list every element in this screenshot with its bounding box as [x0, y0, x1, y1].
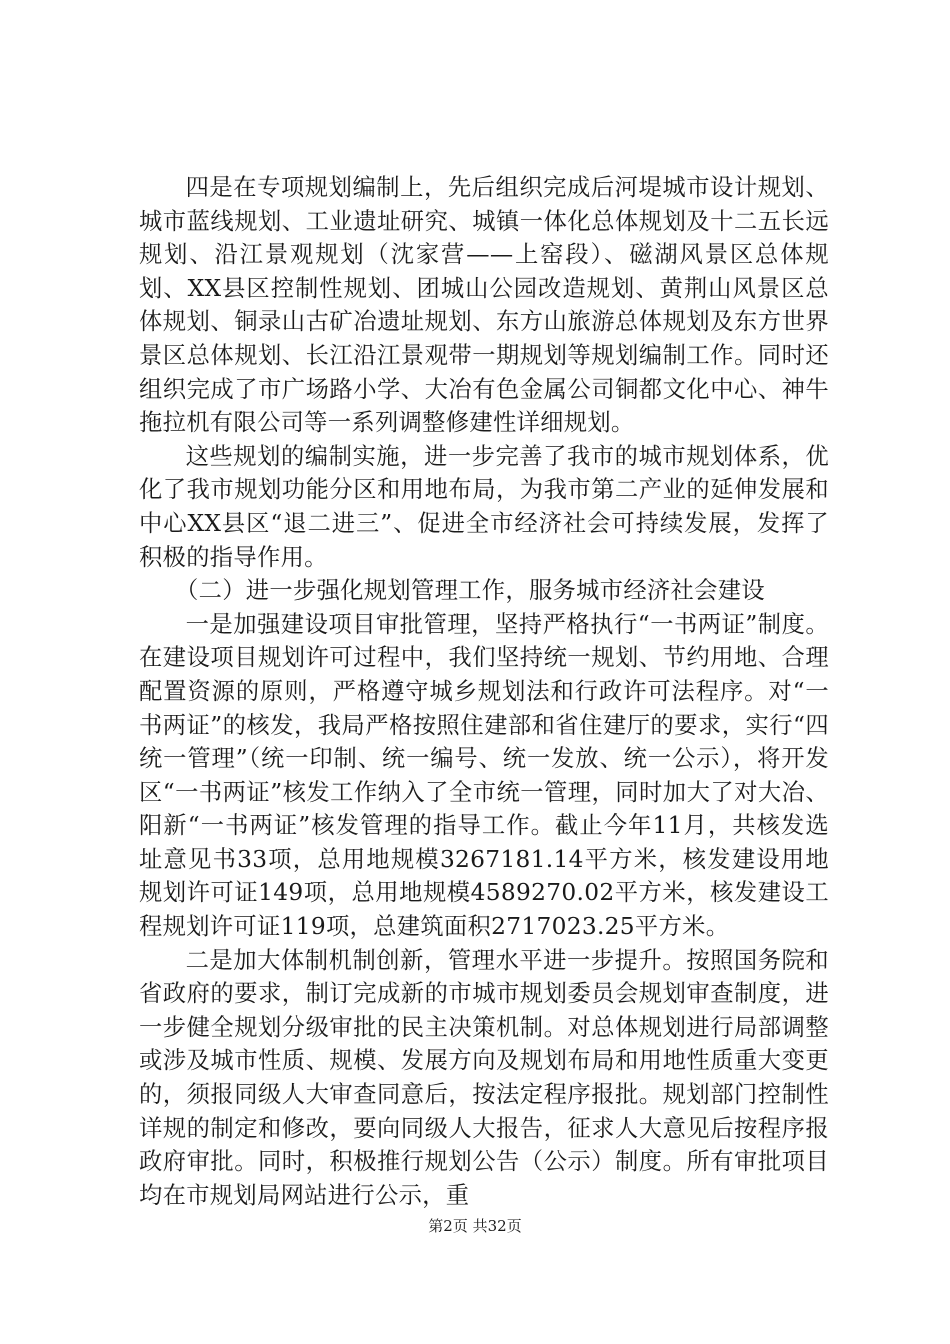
paragraph-institutional-innovation: 二是加大体制机制创新，管理水平进一步提升。按照国务院和省政府的要求，制订完成新的市城市规划委员会规划审查制度，进一步健全规划分级审批的民主决策机制。对总体规划进行局部调整或涉及城市性质、规模、发展方向及规划布局和用地性质重大变更的，须报同级人大审查同意后，按法定程序报批。规划部门控制性详规的制定和修改，要向同级人大报告，征求人大意见后按程序报政府审批。同时，积极推行规划公告（公示）制度。所有审批项目均在市规划局网站进行公示，重: [139, 946, 829, 1209]
document-body: [139, 171, 829, 1212]
paragraph-project-approval: 一是加强建设项目审批管理，坚持严格执行“一书两证”制度。在建设项目规划许可过程中，我们坚持统一规划、节约用地、合理配置资源的原则，严格遵守城乡规划法和行政许可法程序。对“一书两证”的核发，我局严格按照住建部和省住建厅的要求，实行“四统一管理”（统一印制、统一编号、统一发放、统一公示），将开发区“一书两证”核发工作纳入了全市统一管理，同时加大了对大冶、阳新“一书两证”核发管理的指导工作。截止今年11月，共核发选址意见书33项，总用地规模3267181.14平方米，核发建设用地规划许可证149项，总用地规模4589270.02平方米，核发建设工程规划许可证119项，总建筑面积2717023.25平方米。: [139, 610, 829, 941]
section-heading: （二）进一步强化规划管理工作，服务城市经济社会建设: [175, 577, 765, 605]
paragraph-special-plans: 四是在专项规划编制上，先后组织完成后河堤城市设计规划、城市蓝线规划、工业遗址研究、城镇一体化总体规划及十二五长远规划、沿江景观规划（沈家营——上窑段）、磁湖风景区总体规划、XX县区控制性规划、团城山公园改造规划、黄荆山风景区总体规划、铜录山古矿冶遗址规划、东方山旅游总体规划及东方世界景区总体规划、长江沿江景观带一期规划等规划编制工作。同时还组织完成了市广场路小学、大冶有色金属公司铜都文化中心、神牛拖拉机有限公司等一系列调整修建性详细规划。: [139, 174, 829, 437]
page-number-footer: 第2页 共32页: [428, 1217, 522, 1235]
paragraph-plan-impact: 这些规划的编制实施，进一步完善了我市的城市规划体系，优化了我市规划功能分区和用地布局，为我市第二产业的延伸发展和中心XX县区“退二进三”、促进全市经济社会可持续发展，发挥了积极的指导作用。: [139, 442, 829, 571]
